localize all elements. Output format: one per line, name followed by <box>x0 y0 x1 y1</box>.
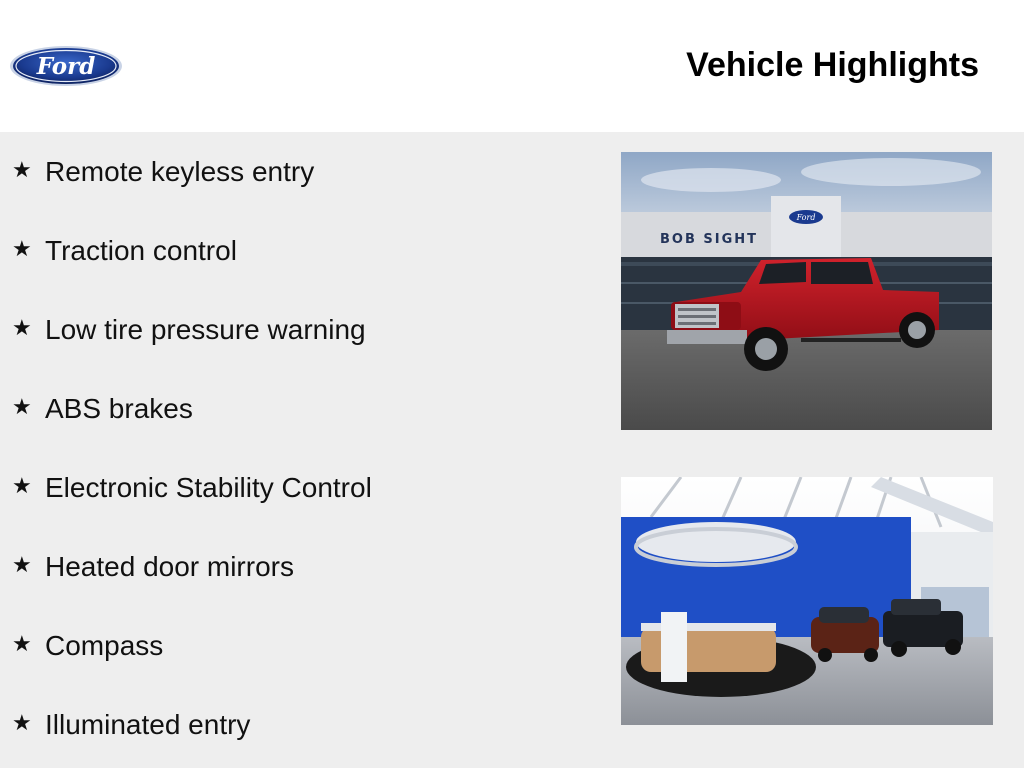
star-icon: ★ <box>12 710 32 735</box>
feature-item <box>12 547 372 626</box>
ford-logo-text: Ford <box>36 53 96 80</box>
star-icon: ★ <box>12 236 32 261</box>
feature-item <box>12 705 372 784</box>
feature-label: Electronic Stability Control <box>45 472 372 503</box>
feature-label: Illuminated entry <box>45 709 251 740</box>
feature-item <box>12 231 372 310</box>
highlights-panel <box>0 132 1024 768</box>
feature-item <box>12 389 372 468</box>
star-icon: ★ <box>12 315 32 340</box>
page-header <box>0 0 1024 132</box>
star-icon: ★ <box>12 157 32 182</box>
dealership-sign: BOB SIGHT <box>659 232 759 247</box>
star-icon: ★ <box>12 394 32 419</box>
dealership-logo-text: Ford <box>796 213 816 222</box>
star-icon: ★ <box>12 631 32 656</box>
feature-list <box>12 152 372 784</box>
page-title: Vehicle Highlights <box>686 46 979 84</box>
feature-label: ABS brakes <box>45 393 193 424</box>
truck-dealership-photo[interactable] <box>621 152 992 430</box>
feature-item <box>12 468 372 547</box>
feature-label: Heated door mirrors <box>45 551 294 582</box>
star-icon: ★ <box>12 473 32 498</box>
feature-label: Remote keyless entry <box>45 156 315 187</box>
ford-logo[interactable] <box>8 44 124 88</box>
feature-label: Traction control <box>45 235 237 266</box>
feature-label: Low tire pressure warning <box>45 314 366 345</box>
feature-item <box>12 310 372 389</box>
feature-item <box>12 152 372 231</box>
feature-label: Compass <box>45 630 164 661</box>
star-icon: ★ <box>12 552 32 577</box>
showroom-photo[interactable] <box>621 477 993 725</box>
feature-item <box>12 626 372 705</box>
